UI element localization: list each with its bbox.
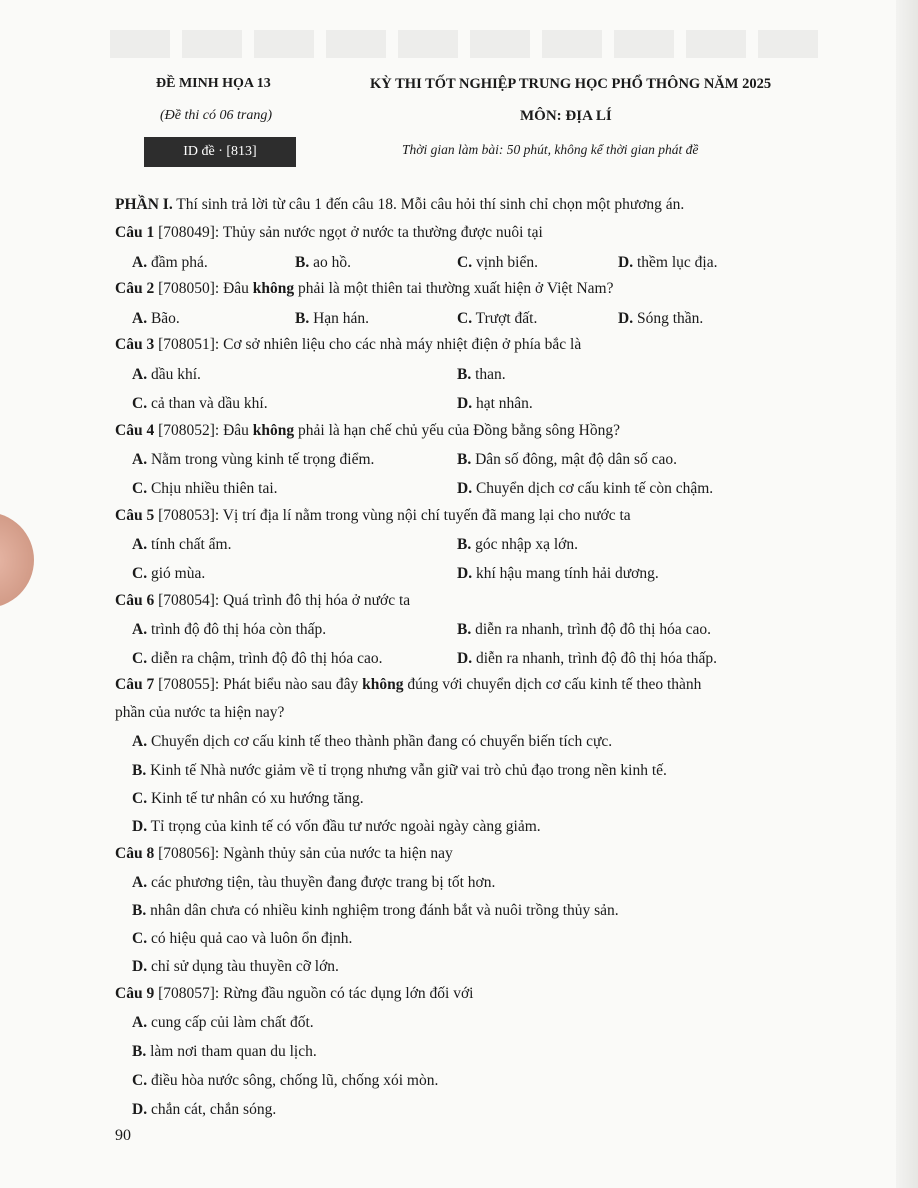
- option-7d: D. Tỉ trọng của kinh tế có vốn đầu tư nước ngoài ngày càng giảm.: [132, 818, 541, 835]
- option-1c: C. vịnh biển.: [457, 254, 538, 271]
- exam-subject: MÔN: ĐỊA LÍ: [520, 108, 612, 124]
- option-8d: D. chỉ sử dụng tàu thuyền cỡ lớn.: [132, 958, 339, 975]
- bleed-through-header: [110, 30, 830, 58]
- option-4b: B. Dân số đông, mật độ dân số cao.: [457, 451, 677, 468]
- option-8a: A. các phương tiện, tàu thuyền đang được trang bị tốt hơn.: [132, 874, 496, 891]
- question-7-continuation: phần của nước ta hiện nay?: [115, 704, 285, 721]
- question-4: Câu 4 [708052]: Đâu không phải là hạn chế chủ yếu của Đồng bằng sông Hồng?: [115, 422, 620, 439]
- option-9b: B. làm nơi tham quan du lịch.: [132, 1043, 317, 1060]
- exam-code: ĐỀ MINH HỌA 13: [156, 76, 271, 91]
- option-6c: C. diễn ra chậm, trình độ đô thị hóa cao.: [132, 650, 383, 667]
- option-8b: B. nhân dân chưa có nhiều kinh nghiệm trong đánh bắt và nuôi trồng thủy sản.: [132, 902, 619, 919]
- option-2c: C. Trượt đất.: [457, 310, 538, 327]
- question-text: [708049]: Thủy sản nước ngọt ở nước ta thường được nuôi tại: [154, 224, 543, 241]
- option-3a: A. dầu khí.: [132, 366, 201, 383]
- option-9d: D. chắn cát, chắn sóng.: [132, 1101, 277, 1118]
- thumb: [0, 512, 34, 608]
- option-5b: B. góc nhập xạ lớn.: [457, 536, 578, 553]
- option-7a: A. Chuyển dịch cơ cấu kinh tế theo thành phần đang có chuyển biến tích cực.: [132, 733, 613, 750]
- page-number: 90: [115, 1127, 131, 1144]
- question-1: [115, 224, 543, 242]
- question-3: Câu 3 [708051]: Cơ sở nhiên liệu cho các nhà máy nhiệt điện ở phía bắc là: [115, 336, 582, 353]
- part-label: PHẦN I.: [115, 196, 173, 213]
- option-5d: D. khí hậu mang tính hải dương.: [457, 565, 659, 582]
- option-1d: D. thềm lục địa.: [618, 254, 718, 271]
- question-2: Câu 2 [708050]: Đâu không phải là một thiên tai thường xuất hiện ở Việt Nam?: [115, 280, 614, 297]
- question-5: Câu 5 [708053]: Vị trí địa lí nằm trong vùng nội chí tuyến đã mang lại cho nước ta: [115, 507, 631, 524]
- part-heading: [115, 196, 684, 214]
- option-9a: A. cung cấp củi làm chất đốt.: [132, 1014, 314, 1031]
- page-edge: [896, 0, 918, 1188]
- option-4d: D. Chuyển dịch cơ cấu kinh tế còn chậm.: [457, 480, 714, 497]
- pages-note: (Đề thi có 06 trang): [160, 108, 272, 123]
- option-3d: D. hạt nhân.: [457, 395, 533, 412]
- option-4c: C. Chịu nhiều thiên tai.: [132, 480, 278, 497]
- option-2d: D. Sóng thần.: [618, 310, 704, 327]
- question-8: Câu 8 [708056]: Ngành thủy sản của nước ta hiện nay: [115, 845, 453, 862]
- exam-id-box: [144, 137, 296, 167]
- option-9c: C. điều hòa nước sông, chống lũ, chống xói mòn.: [132, 1072, 439, 1089]
- option-7b: B. Kinh tế Nhà nước giảm về tỉ trọng nhưng vẫn giữ vai trò chủ đạo trong nền kinh tế.: [132, 762, 667, 779]
- option-8c: C. có hiệu quả cao và luôn ổn định.: [132, 930, 353, 947]
- option-7c: C. Kinh tế tư nhân có xu hướng tăng.: [132, 790, 364, 807]
- part-text: Thí sinh trả lời từ câu 1 đến câu 18. Mỗi câu hỏi thí sinh chỉ chọn một phương án.: [172, 196, 685, 213]
- option-2b: B. Hạn hán.: [295, 310, 370, 327]
- option-2a: A. Bão.: [132, 310, 180, 327]
- option-3c: C. cả than và dầu khí.: [132, 395, 268, 412]
- option-1b: B. ao hồ.: [295, 254, 351, 271]
- option-6d: D. diễn ra nhanh, trình độ đô thị hóa thấp.: [457, 650, 718, 667]
- question-6: Câu 6 [708054]: Quá trình đô thị hóa ở nước ta: [115, 592, 411, 609]
- option-5c: C. gió mùa.: [132, 565, 206, 582]
- time-note: Thời gian làm bài: 50 phút, không kể thời gian phát đề: [402, 142, 699, 157]
- exam-id: ID đề · [813]: [183, 144, 257, 159]
- option-1a: A. đầm phá.: [132, 254, 208, 271]
- option-4a: A. Nằm trong vùng kinh tế trọng điểm.: [132, 451, 375, 468]
- question-7: Câu 7 [708055]: Phát biểu nào sau đây không đúng với chuyển dịch cơ cấu kinh tế theo thành: [115, 676, 702, 693]
- option-6b: B. diễn ra nhanh, trình độ đô thị hóa cao.: [457, 621, 711, 638]
- question-9: Câu 9 [708057]: Rừng đầu nguồn có tác dụng lớn đối với: [115, 985, 474, 1002]
- option-6a: A. trình độ đô thị hóa còn thấp.: [132, 621, 327, 638]
- option-3b: B. than.: [457, 366, 506, 383]
- question-label: Câu 1: [115, 224, 155, 241]
- exam-title: KỲ THI TỐT NGHIỆP TRUNG HỌC PHỔ THÔNG NĂM 2025: [370, 76, 772, 92]
- option-5a: A. tính chất ẩm.: [132, 536, 232, 553]
